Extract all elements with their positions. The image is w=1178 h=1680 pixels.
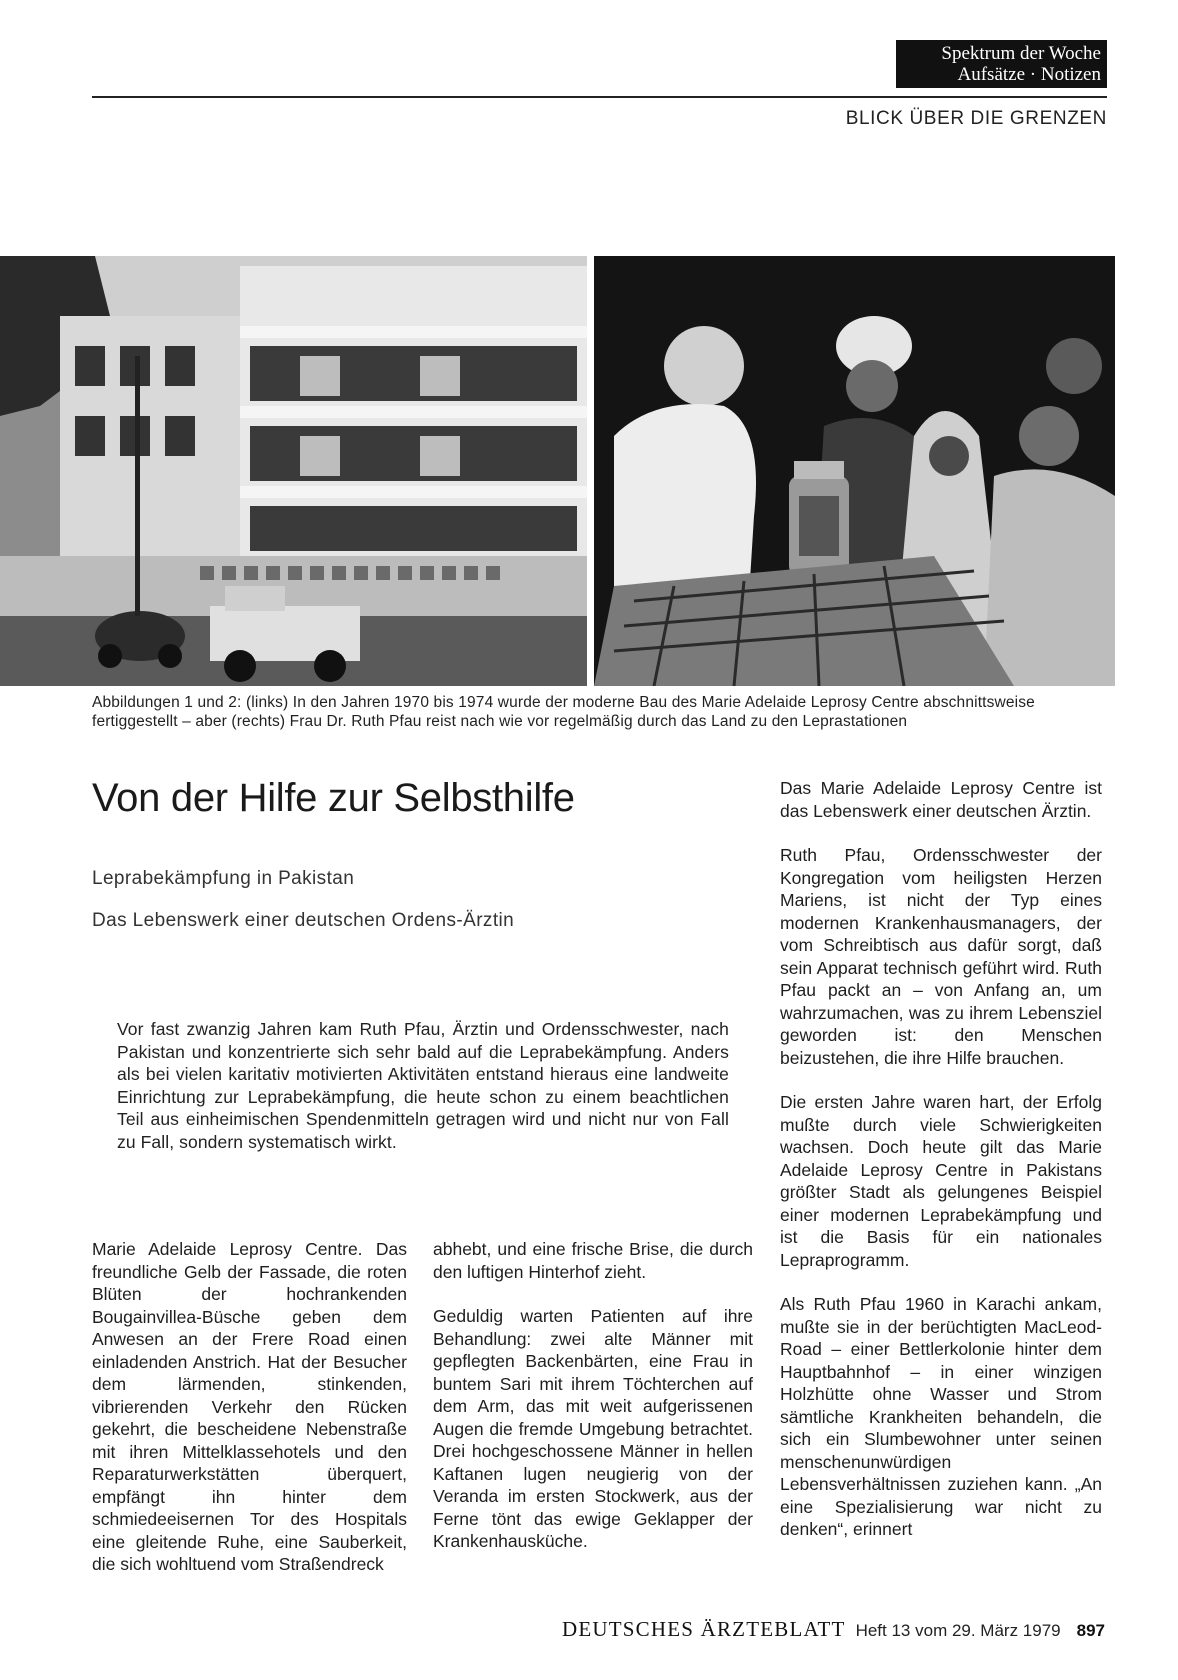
hospital-building-photo	[0, 256, 587, 686]
journal-name: DEUTSCHES ÄRZTEBLATT	[562, 1617, 846, 1641]
doctor-with-patients-photo-icon	[594, 256, 1115, 686]
header-rule	[92, 96, 1107, 98]
section-label: BLICK ÜBER DIE GRENZEN	[845, 108, 1107, 129]
body-paragraph: Marie Adelaide Leprosy Centre. Das freundliche Gelb der Fassade, die roten Blüten der hochrankenden Bougainvillea-Büsche geben dem Anwesen an der Frere Road einen einladenden Anstrich. Hat der Besucher dem lärmenden, stinkenden, vibrierenden Verkehr den Rücken gekehrt, die bescheidene Nebenstraße mit ihren Mittelklassehotels und den Reparaturwerkstätten überquert, empfängt ihn hinter dem schmiedeeisernen Tor des Hospitals eine gleitende Ruhe, eine Sauberkeit, die sich wohltuend vom Straßendreck	[92, 1239, 407, 1574]
header-box-line-1: Spektrum der Woche	[941, 43, 1101, 64]
page-number: 897	[1076, 1621, 1105, 1640]
doctor-with-patients-photo	[594, 256, 1115, 686]
body-column-2	[433, 1238, 753, 1575]
article-title: Von der Hilfe zur Selbsthilfe	[92, 776, 575, 820]
body-paragraph: Ruth Pfau, Ordensschwester der Kongregation vom heiligsten Herzen Mariens, ist nicht der Typ eines modernen Krankenhausmanagers, der vom Schreibtisch aus dafür sorgt, daß sein Apparat technisch geführt wird. Ruth Pfau packt an – von Anfang an, um wahrzumachen, was zu ihrem Lebensziel geworden ist: den Menschen beizustehen, die ihre Hilfe brauchen.	[780, 845, 1102, 1068]
header-box-line-2: Aufsätze · Notizen	[957, 64, 1101, 85]
body-paragraph: Geduldig warten Patienten auf ihre Behandlung: zwei alte Männer mit gepflegten Backenbärten, eine Frau in buntem Sari mit ihrem Töchterchen auf dem Arm, das mit weit aufgerissenen Augen die fremde Umgebung betrachtet. Drei hochgeschossene Männer in hellen Kaftanen lugen neugierig von der Veranda im ersten Stockwerk, aus der Ferne tönt das ewige Geklapper der Krankenhausküche.	[433, 1306, 753, 1551]
body-paragraph: Das Marie Adelaide Leprosy Centre ist das Lebenswerk einer deutschen Ärztin.	[780, 778, 1102, 821]
body-paragraph: Als Ruth Pfau 1960 in Karachi ankam, mußte sie in der berüchtigten MacLeod-Road – einer Bettlerkolonie hinter dem Hauptbahnhof – in einer winzigen Holzhütte ohne Wasser und Strom sämtliche Krankheiten behandeln, die sich ein Slumbewohner unter seinen menschenunwürdigen Lebensverhältnissen zuziehen kann. „An eine Spezialisierung war nicht zu denken“, erinnert	[780, 1294, 1102, 1539]
section-header-box	[896, 40, 1107, 88]
body-paragraph: abhebt, und eine frische Brise, die durch den luftigen Hinterhof zieht.	[433, 1239, 753, 1282]
article-subtitle-2: Das Lebenswerk einer deutschen Ordens-Ärztin	[92, 910, 515, 931]
issue-info: Heft 13 vom 29. März 1979	[855, 1621, 1061, 1640]
page-footer	[562, 1617, 1105, 1642]
photo-caption: Abbildungen 1 und 2: (links) In den Jahren 1970 bis 1974 wurde der moderne Bau des Marie Adelaide Leprosy Centre abschnittsweise fertiggestellt – aber (rechts) Frau Dr. Ruth Pfau reist nach wie vor regelmäßig durch das Land zu den Leprastationen	[92, 694, 1035, 730]
hospital-building-photo-icon	[0, 256, 587, 686]
lead-paragraph: Vor fast zwanzig Jahren kam Ruth Pfau, Ärztin und Ordensschwester, nach Pakistan und konzentrierte sich sehr bald auf die Leprabekämpfung. Anders als bei vielen karitativ motivierten Aktivitäten entstand hieraus eine landweite Einrichtung zur Leprabekämpfung, die heute schon zu einem beachtlichen Teil aus einheimischen Spendenmitteln getragen wird und nicht nur von Fall zu Fall, sondern systematisch wirkt.	[117, 1019, 729, 1152]
body-column-3	[780, 777, 1102, 1563]
article-subtitle-1: Leprabekämpfung in Pakistan	[92, 868, 355, 889]
body-column-1	[92, 1238, 407, 1598]
body-paragraph: Die ersten Jahre waren hart, der Erfolg mußte durch viele Schwierigkeiten wachsen. Doch heute gilt das Marie Adelaide Leprosy Centre in Pakistans größter Stadt als gelungenes Beispiel einer modernen Leprabekämpfung und ist die Basis für ein nationales Lepraprogramm.	[780, 1092, 1102, 1270]
